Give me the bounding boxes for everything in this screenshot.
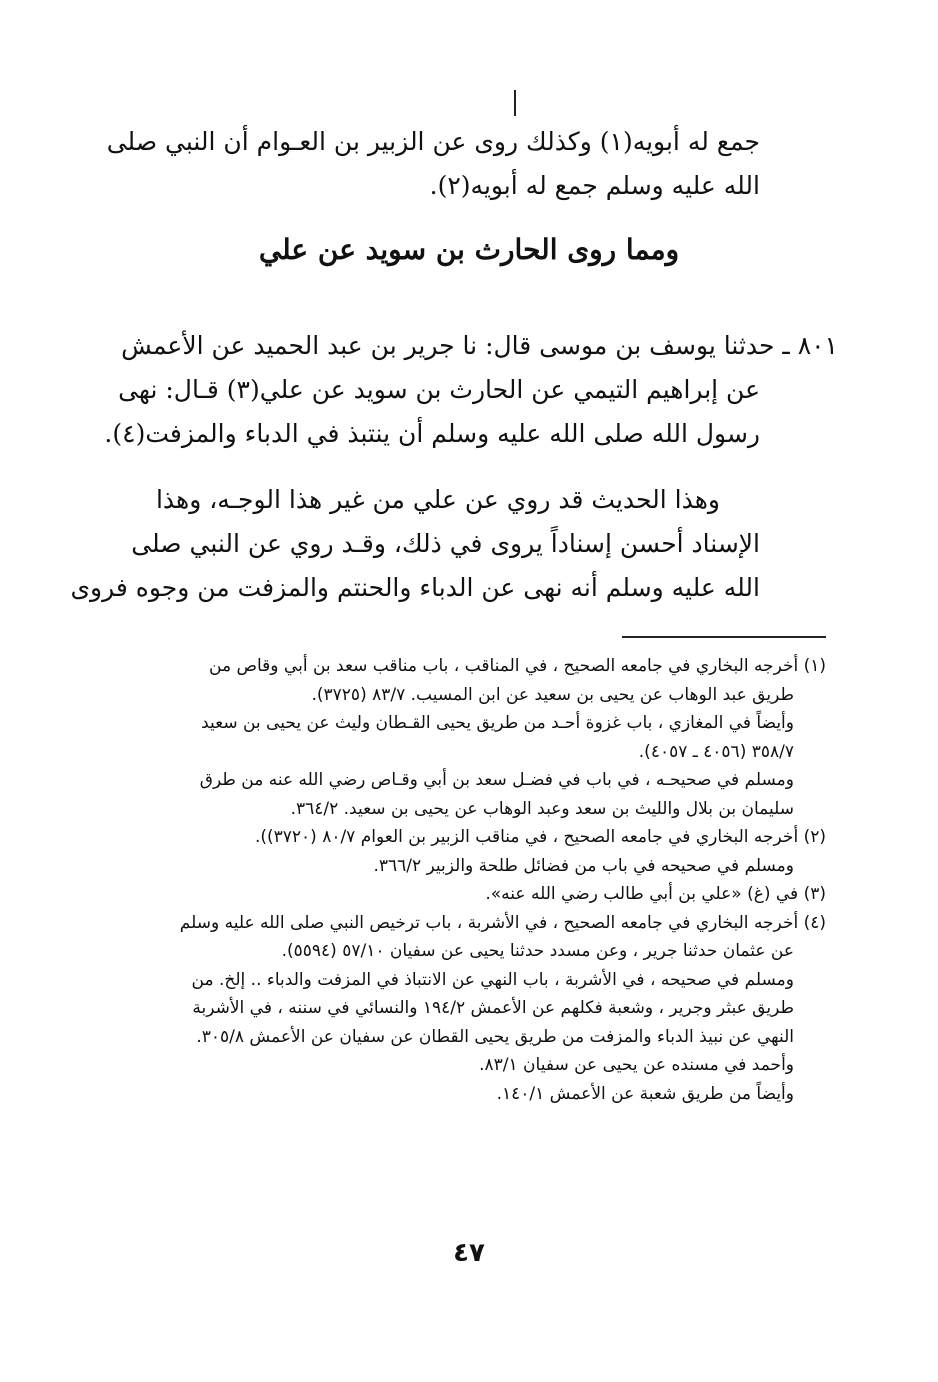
footnote-line: ومسلم في صحيحـه ، في باب في فضـل سعد بن أبي وقـاص رضي الله عنه من طرق xyxy=(199,770,794,790)
page-number: ٤٧ xyxy=(453,1238,485,1268)
footnote-line: ومسلم في صحيحه في باب من فضائل طلحة والزبير ٣٦٦/٢. xyxy=(373,855,794,876)
commentary-line: الله عليه وسلم أنه نهى عن الدباء والحنتم والمزفت من وجوه فروى xyxy=(70,573,760,602)
hadith-line: رسول الله صلى الله عليه وسلم أن ينتبذ في الدباء والمزفت(٤). xyxy=(104,419,760,448)
footnote-line: طريق عبثر وجرير ، وشعبة فكلهم عن الأعمش ١٩٤/٢ والنسائي في سننه ، في الأشربة xyxy=(192,998,794,1018)
intro-line: الله عليه وسلم جمع له أبويه(٢). xyxy=(429,171,760,200)
footnote-line: (١) أخرجه البخاري في جامعه الصحيح ، في المناقب ، باب مناقب سعد بن أبي وقاص من xyxy=(209,656,826,676)
commentary-line: وهذا الحديث قد روي عن علي من غير هذا الوجـه، وهذا xyxy=(155,485,720,514)
intro-line: جمع له أبويه(١) وكذلك روى عن الزبير بن العـوام أن النبي صلى xyxy=(106,127,760,156)
footnote-line: سليمان بن بلال والليث بن سعد وعبد الوهاب عن يحيى بن سعيد. ٣٦٤/٢. xyxy=(290,798,794,819)
footnote-line: طريق عبد الوهاب عن يحيى بن سعيد عن ابن المسيب. ٨٣/٧ (٣٧٢٥). xyxy=(311,684,794,705)
hadith-line: عن إبراهيم التيمي عن الحارث بن سويد عن علي(٣) قـال: نهى xyxy=(118,375,760,404)
footnote-line: ٣٥٨/٧ (٤٠٥٦ ـ ٤٠٥٧). xyxy=(638,741,794,762)
footnote-line: وأحمد في مسنده عن يحيى عن سفيان ٨٣/١. xyxy=(479,1055,794,1075)
commentary-paragraph xyxy=(70,478,760,610)
footnote-line: ومسلم في صحيحه ، في الأشربة ، باب النهي عن الانتباذ في المزفت والدباء .. إلخ. من xyxy=(191,969,794,990)
hadith-line: ٨٠١ ـ حدثنا يوسف بن موسى قال: نا جرير بن عبد الحميد عن الأعمش xyxy=(121,331,838,360)
footnote-separator xyxy=(622,636,826,638)
footnote-line: وأيضاً في المغازي ، باب غزوة أحـد من طريق يحيى القـطان وليث عن يحيى بن سعيد xyxy=(201,713,794,733)
footnote-line: النهي عن نبيذ الدباء والمزفت من طريق يحيى القطان عن سفيان عن الأعمش ٣٠٥/٨. xyxy=(196,1026,794,1047)
footnote-line: عن عثمان حدثنا جرير ، وعن مسدد حدثنا يحيى عن سفيان ٥٧/١٠ (٥٥٩٤). xyxy=(281,941,794,961)
intro-paragraph xyxy=(106,120,760,208)
section-heading: ومما روى الحارث بن سويد عن علي xyxy=(258,233,680,266)
footnote-line: (٢) أخرجه البخاري في جامعه الصحيح ، في مناقب الزبير بن العوام ٨٠/٧ (٣٧٢٠)). xyxy=(254,827,826,847)
commentary-line: الإسناد أحسن إسناداً يروى في ذلك، وقـد روي عن النبي صلى xyxy=(131,529,760,558)
footnote-line: (٣) في (غ) «علي بن أبي طالب رضي الله عنه». xyxy=(485,884,826,904)
hadith-paragraph xyxy=(104,324,838,456)
footnote-line: وأيضاً من طريق شعبة عن الأعمش ١٤٠/١. xyxy=(496,1083,794,1104)
footnotes xyxy=(126,652,826,1108)
top-margin-mark xyxy=(514,90,516,116)
footnote-line: (٤) أخرجه البخاري في جامعه الصحيح ، في الأشربة ، باب ترخيص النبي صلى الله عليه وسلم xyxy=(179,912,826,933)
